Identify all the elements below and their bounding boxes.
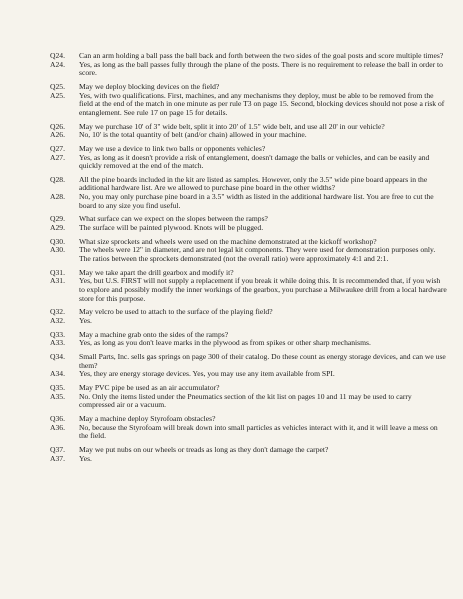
answer-row	[50, 277, 448, 303]
answer-number: A25.	[50, 90, 65, 100]
answer-number: A30.	[50, 245, 65, 255]
question-number: Q36.	[50, 414, 65, 424]
question-number: Q25.	[50, 81, 65, 91]
answer-row	[50, 131, 448, 140]
answer-row	[50, 224, 448, 233]
question-text: All the pine boards included in the kit are listed as samples. However, only the 3.5" wide pine board appears in the additional hardware list. Are we allowed to purchase pine board in the other widths?	[79, 174, 428, 193]
answer-number: A28.	[50, 192, 65, 202]
answer-text: The surface will be painted plywood. Knots will be plugged.	[79, 223, 264, 233]
answer-number: A36.	[50, 422, 65, 432]
question-text: What size sprockets and wheels were used on the machine demonstrated at the kickoff workshop?	[79, 236, 377, 246]
answer-text: Yes, with two qualifications. First, machines, and any mechanisms they deploy, must be able to be removed from the field at the end of the match in one minute as per rule T3 on page 15. Second, blocking devices should not pose a risk of entanglement. See rule 17 on page 15 for details.	[79, 90, 445, 117]
question-text: May we purchase 10' of 3" wide belt, split it into 20' of 1.5" wide belt, and use all 20' in our vehicle?	[79, 121, 385, 131]
answer-number: A33.	[50, 338, 65, 348]
qa-item	[50, 176, 448, 210]
qa-item	[50, 415, 448, 441]
question-text: Small Parts, Inc. sells gas springs on page 300 of their catalog. Do these count as energy storage devices, and can we use them?	[79, 352, 446, 370]
answer-row	[50, 193, 448, 210]
question-number: Q32.	[50, 307, 65, 317]
qa-list	[50, 52, 448, 468]
qa-item	[50, 145, 448, 171]
question-row	[50, 308, 448, 317]
qa-item	[50, 353, 448, 379]
qa-item	[50, 446, 448, 463]
question-text: May we deploy blocking devices on the field?	[79, 81, 220, 91]
qa-item	[50, 384, 448, 410]
answer-number: A37.	[50, 453, 65, 463]
answer-number: A27.	[50, 152, 65, 162]
answer-text: No, you may only purchase pine board in a 3.5" width as listed in the additional hardware list. You are free to cut the board to any size you find useful.	[79, 192, 434, 210]
answer-row	[50, 424, 448, 441]
answer-row	[50, 393, 448, 410]
qa-item	[50, 269, 448, 303]
answer-text: Yes, as long as it doesn't provide a risk of entanglement, doesn't damage the balls or vehicles, and can be easily and quickly removed at the end of the match.	[79, 152, 430, 171]
question-number: Q34.	[50, 352, 65, 362]
qa-item	[50, 52, 448, 78]
question-text: What surface can we expect on the slopes between the ramps?	[79, 214, 268, 224]
question-text: May we use a device to link two balls or opponents vehicles?	[79, 143, 266, 153]
question-number: Q24.	[50, 51, 65, 60]
answer-row	[50, 339, 448, 348]
question-text: May we take apart the drill gearbox and modify it?	[79, 267, 234, 277]
question-number: Q28.	[50, 174, 65, 184]
answer-text: Yes, they are energy storage devices. Yes, you may use any item available from SPI.	[79, 369, 335, 379]
qa-item	[50, 215, 448, 232]
answer-text: No, because the Styrofoam will break down into small particles as vehicles interact with it, and it will leave a mess on the field.	[79, 422, 438, 441]
answer-text: Yes.	[79, 315, 92, 325]
qa-item	[50, 83, 448, 117]
answer-number: A26.	[50, 130, 65, 140]
question-row	[50, 353, 448, 370]
question-text: May a machine grab onto the sides of the ramps?	[79, 329, 229, 339]
answer-text: Yes, but U.S. FIRST will not supply a replacement if you break it while doing this. It is recommended that, if you wish to explore and possibly modify the inner workings of the gearbox, you purchase a Milwaukee drill from a local hardware store for this purpose.	[79, 276, 447, 303]
question-row	[50, 176, 448, 193]
answer-number: A35.	[50, 391, 65, 401]
answer-row	[50, 370, 448, 379]
answer-row	[50, 92, 448, 118]
answer-number: A34.	[50, 369, 65, 379]
answer-number: A32.	[50, 315, 65, 325]
answer-text: The wheels were 12" in diameter, and are not legal kit components. They were used for demonstration purposes only. The ratios between the sprockets demonstrated (not the overall ratio) were approximately 4:1 and 2:1.	[79, 245, 436, 263]
question-number: Q26.	[50, 121, 65, 131]
answer-number: A31.	[50, 276, 65, 286]
question-text: Can an arm holding a ball pass the ball back and forth between the two sides of the goal posts and score multiple times?	[79, 51, 444, 60]
question-text: May a machine deploy Styrofoam obstacles?	[79, 414, 216, 424]
question-number: Q27.	[50, 143, 65, 153]
answer-text: Yes, as long as you don't leave marks in the plywood as from spikes or other sharp mechanisms.	[79, 338, 371, 348]
qa-item	[50, 123, 448, 140]
question-text: May PVC pipe be used as an air accumulator?	[79, 383, 220, 393]
question-row	[50, 446, 448, 455]
answer-text: No, 10' is the total quantity of belt (and/or chain) allowed in your machine.	[79, 130, 307, 140]
question-number: Q30.	[50, 236, 65, 246]
question-number: Q31.	[50, 267, 65, 277]
question-text: May velcro be used to attach to the surface of the playing field?	[79, 307, 273, 317]
qa-item	[50, 308, 448, 325]
question-number: Q33.	[50, 329, 65, 339]
question-text: May we put nubs on our wheels or treads as long as they don't damage the carpet?	[79, 445, 329, 454]
qa-item	[50, 238, 448, 264]
question-number: Q37.	[50, 445, 65, 454]
answer-number: A24.	[50, 59, 65, 69]
answer-text: Yes.	[79, 453, 92, 463]
answer-row	[50, 154, 448, 171]
answer-text: No. Only the items listed under the Pneumatics section of the kit list on pages 10 and 11 may be used to carry compressed air or a vacuum.	[79, 391, 412, 410]
qa-item	[50, 331, 448, 348]
answer-number: A29.	[50, 223, 65, 233]
question-number: Q35.	[50, 383, 65, 393]
answer-text: Yes, as long as the ball passes fully through the plane of the posts. There is no requirement to release the ball in order to score.	[79, 59, 443, 78]
question-number: Q29.	[50, 214, 65, 224]
answer-row	[50, 455, 448, 464]
answer-row	[50, 61, 448, 78]
answer-row	[50, 317, 448, 326]
answer-row	[50, 246, 448, 263]
